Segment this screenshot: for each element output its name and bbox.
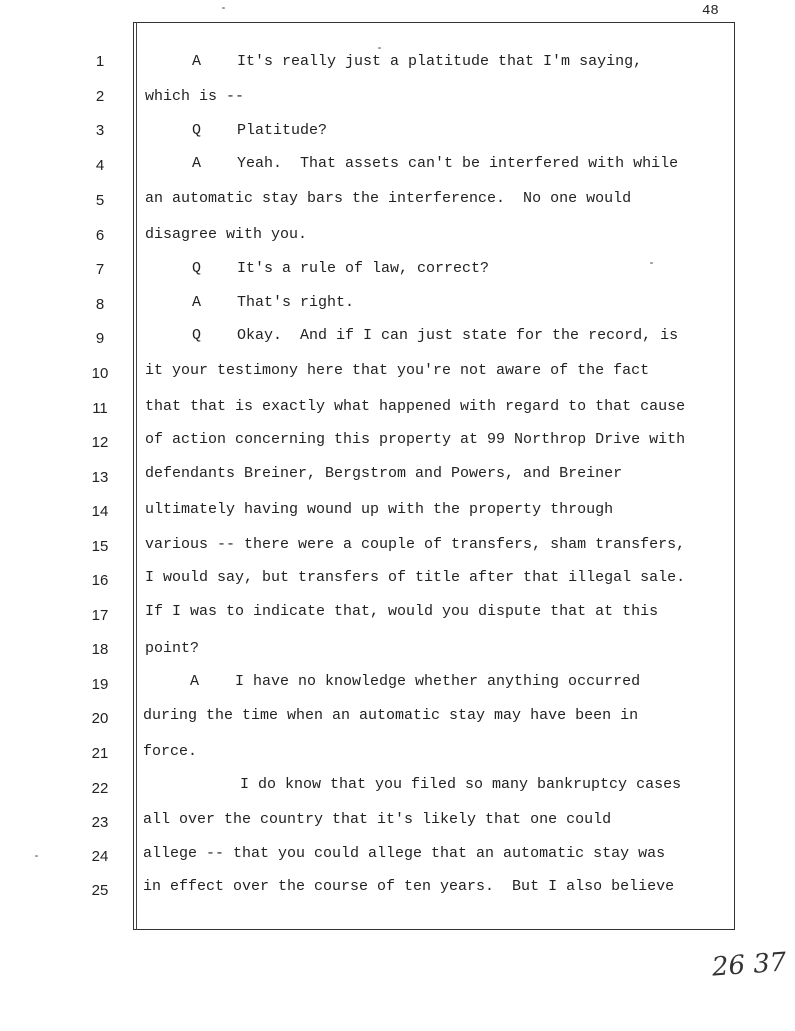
transcript-line: disagree with you.	[145, 226, 308, 243]
transcript-line: A That's right.	[192, 294, 355, 311]
scan-speck	[35, 855, 38, 857]
line-number: 11	[92, 400, 108, 417]
transcript-line: during the time when an automatic stay may have been in	[143, 707, 639, 724]
line-number: 21	[91, 745, 109, 762]
line-number: 20	[91, 710, 109, 727]
line-number: 10	[91, 365, 109, 382]
transcript-line: Q Platitude?	[192, 122, 328, 139]
line-number: 23	[91, 814, 109, 831]
transcript-line: If I was to indicate that, would you dispute that at this	[145, 603, 659, 620]
line-number: 3	[95, 122, 105, 139]
margin-rule	[136, 22, 137, 930]
line-number: 2	[95, 88, 105, 105]
line-number: 6	[95, 227, 105, 244]
line-number: 9	[95, 330, 105, 347]
line-number: 17	[91, 607, 109, 624]
page-number: 48	[702, 3, 719, 19]
transcript-line: of action concerning this property at 99 Northrop Drive with	[145, 431, 686, 448]
transcript-line: defendants Breiner, Bergstrom and Powers, and Breiner	[145, 465, 623, 482]
line-number: 22	[91, 780, 109, 797]
transcript-line: force.	[143, 743, 198, 760]
line-number: 13	[91, 469, 109, 486]
transcript-line: various -- there were a couple of transfers, sham transfers,	[145, 536, 686, 553]
transcript-line: Q Okay. And if I can just state for the record, is	[192, 327, 679, 344]
line-number: 25	[91, 882, 109, 899]
line-number: 4	[95, 157, 105, 174]
line-number: 5	[95, 192, 105, 209]
line-number: 18	[91, 641, 109, 658]
transcript-line: ultimately having wound up with the property through	[145, 501, 614, 518]
line-number: 14	[91, 503, 109, 520]
transcript-line: A I have no knowledge whether anything occurred	[190, 673, 641, 690]
transcript-line: I would say, but transfers of title after that illegal sale.	[145, 569, 686, 586]
line-number: 12	[91, 434, 109, 451]
transcript-line: which is --	[145, 88, 245, 105]
line-number: 19	[91, 676, 109, 693]
transcript-line: allege -- that you could allege that an automatic stay was	[143, 845, 666, 862]
transcript-line: Q It's a rule of law, correct?	[192, 260, 490, 277]
line-number: 15	[91, 538, 109, 555]
scan-speck	[650, 262, 653, 264]
line-number: 1	[95, 53, 105, 70]
transcript-line: A It's really just a platitude that I'm saying,	[192, 53, 643, 70]
transcript-line: it your testimony here that you're not aware of the fact	[145, 362, 650, 379]
line-number: 7	[95, 261, 105, 278]
transcript-line: I do know that you filed so many bankruptcy cases	[240, 776, 682, 793]
line-number: 16	[91, 572, 109, 589]
scan-speck	[222, 7, 225, 9]
transcript-line: A Yeah. That assets can't be interfered with while	[192, 155, 679, 172]
transcript-line: that that is exactly what happened with regard to that cause	[145, 398, 686, 415]
transcript-line: in effect over the course of ten years. But I also believe	[143, 878, 675, 895]
line-number: 24	[91, 848, 109, 865]
handwritten-page-note: 26 37	[711, 947, 788, 983]
transcript-line: an automatic stay bars the interference. No one would	[145, 190, 632, 207]
scan-speck	[378, 47, 381, 49]
transcript-line: all over the country that it's likely that one could	[143, 811, 612, 828]
transcript-line: point?	[145, 640, 200, 657]
line-number: 8	[95, 296, 105, 313]
